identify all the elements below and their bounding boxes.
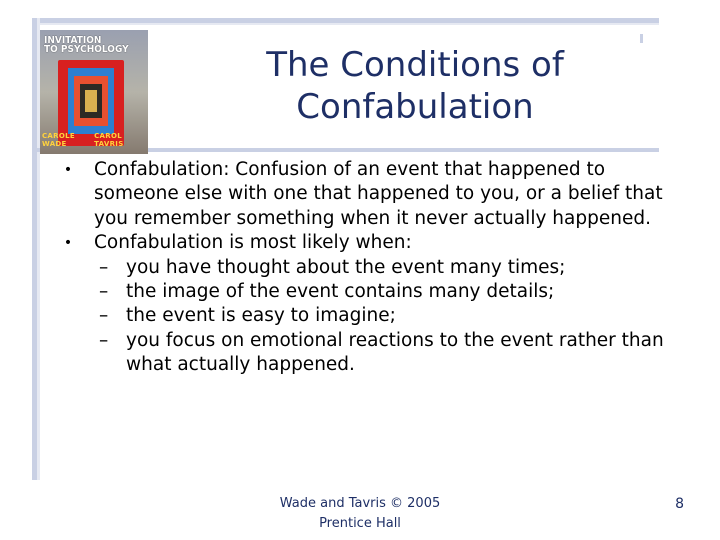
bullet-item: • Confabulation is most likely when: — [58, 231, 678, 255]
sub-bullet-item: – you have thought about the event many times; — [99, 256, 566, 278]
slide-title: The Conditions of Confabulation — [266, 45, 564, 127]
sub-bullet-item: – you focus on emotional reactions to the event rather than what actually happened. — [99, 329, 664, 376]
page-number: 8 — [675, 496, 684, 512]
bullet-dot: • — [63, 235, 73, 252]
footer-copyright: Wade and Tavris © 2005 Prentice Hall — [279, 496, 441, 531]
slide-body — [58, 158, 678, 378]
bullet-item: • Confabulation: Confusion of an event that happened to someone else with one that happened to you, or a belief that you remember something when it never actually happened. — [58, 158, 678, 231]
book-cover-image — [40, 30, 148, 154]
sub-bullet-item: – the event is easy to imagine; — [99, 305, 396, 327]
cover-title: INVITATION TO PSYCHOLOGY — [44, 35, 129, 55]
sub-bullet-item: – the image of the event contains many details; — [99, 281, 555, 303]
cover-authors: CAROLE WADE CAROL TAVRIS — [42, 132, 124, 148]
bullet-dot: • — [63, 162, 73, 178]
